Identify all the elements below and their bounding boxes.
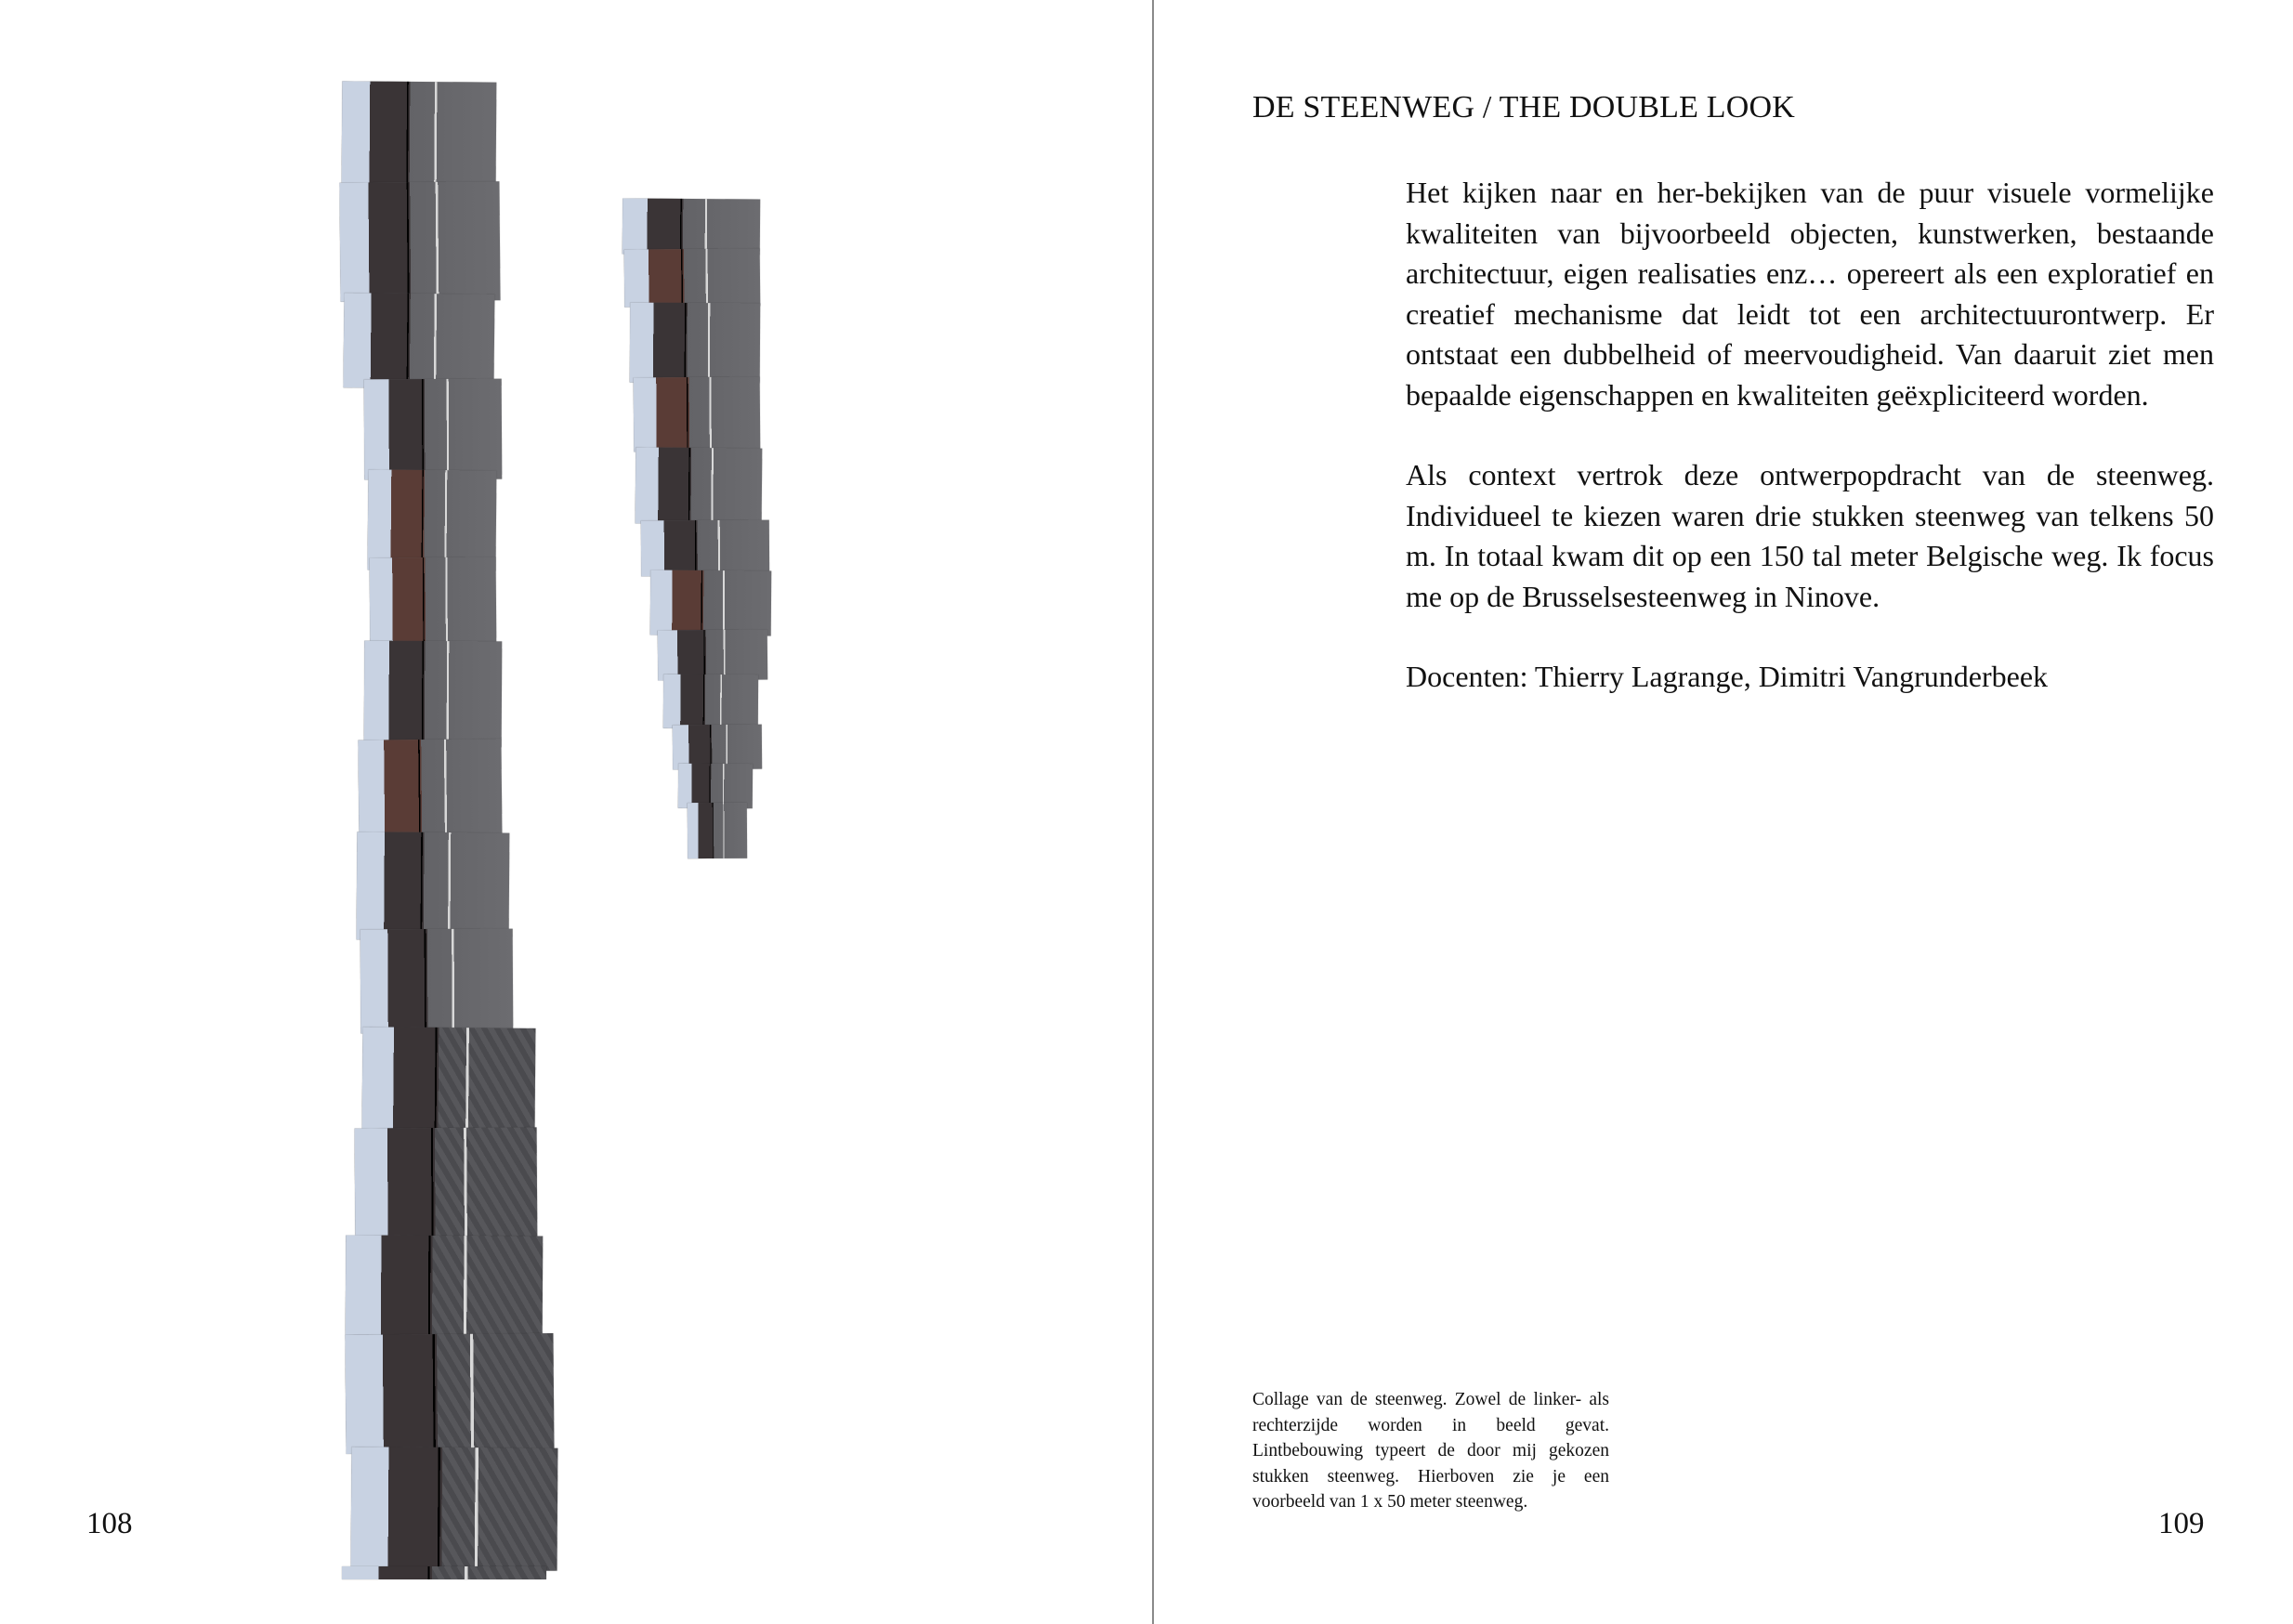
collage-photo-tile (630, 303, 760, 384)
collage-photo-tile (635, 447, 763, 524)
collage-photo-tile (357, 832, 510, 940)
collage-photo-tile (658, 629, 767, 680)
collage-photo-tile (339, 181, 500, 301)
collage-photo-tile (342, 1566, 546, 1579)
collage-photo-tile (634, 377, 761, 452)
paragraph-intro: Het kijken naar en her-bekijken van de puur visuele vormelijke kwaliteiten van bijvoorbeeld objecten, kunstwerken, bestaande architectuur, eigen realisaties enz… opereert als een exploratief en creatief mechanisme dat leidt tot een architectuurontwerp. Er ontstaat een dubbelheid of meervoudigheid. Van daaruit ziet men bepaalde eigenschappen en kwaliteiten geëxpliciteerd worden. (1406, 176, 2214, 412)
page-number-left: 108 (86, 1507, 133, 1540)
collage-photo-tile (650, 570, 771, 636)
paragraph-context: Als context vertrok deze ontwerpopdracht van de steenweg. Individueel te kiezen waren drie stukken steenweg van telkens 50 m. In totaal kwam dit op een 150 tal meter Belgische weg. Ik focus me op de Brusselsesteenweg in Ninove. (1406, 458, 2214, 613)
collage-photo-tile (364, 641, 503, 748)
page-number-right: 109 (2158, 1507, 2205, 1540)
paragraph-teachers: Docenten: Thierry Lagrange, Dimitri Vangrunderbeek (1406, 660, 2049, 693)
collage-photo-tile (361, 1027, 535, 1136)
body-text (1406, 173, 2214, 738)
collage-photo-tile (364, 379, 503, 480)
collage-photo-tile (342, 81, 497, 186)
collage-photo-tile (343, 293, 494, 389)
collage-photo-tile (688, 803, 747, 858)
collage-photo-tile (368, 469, 497, 570)
collage-photo-tile (641, 520, 769, 577)
collage-photo-tile (346, 1235, 544, 1342)
collage-photo-tile (622, 198, 760, 255)
collage-photo-tile (360, 929, 514, 1034)
collage-photo-tile (355, 1127, 538, 1243)
book-spine (1152, 0, 1154, 1624)
collage-photo-tile (345, 1333, 554, 1454)
collage-photo-tile (358, 739, 502, 845)
collage-photo-tile (370, 557, 497, 651)
collage-photo-tile (624, 248, 761, 307)
image-caption: Collage van de steenweg. Zowel de linker- als rechterzijde worden in beeld gevat. Lintbebouwing typeert de door mij gekozen stukken steenweg. Hierboven zie je een voorbeeld van 1 x 50 meter steenweg. (1252, 1390, 1609, 1512)
collage-photo-tile (351, 1447, 558, 1571)
collage-photo-tile (663, 674, 758, 729)
page-title: DE STEENWEG / THE DOUBLE LOOK (1252, 90, 1796, 124)
